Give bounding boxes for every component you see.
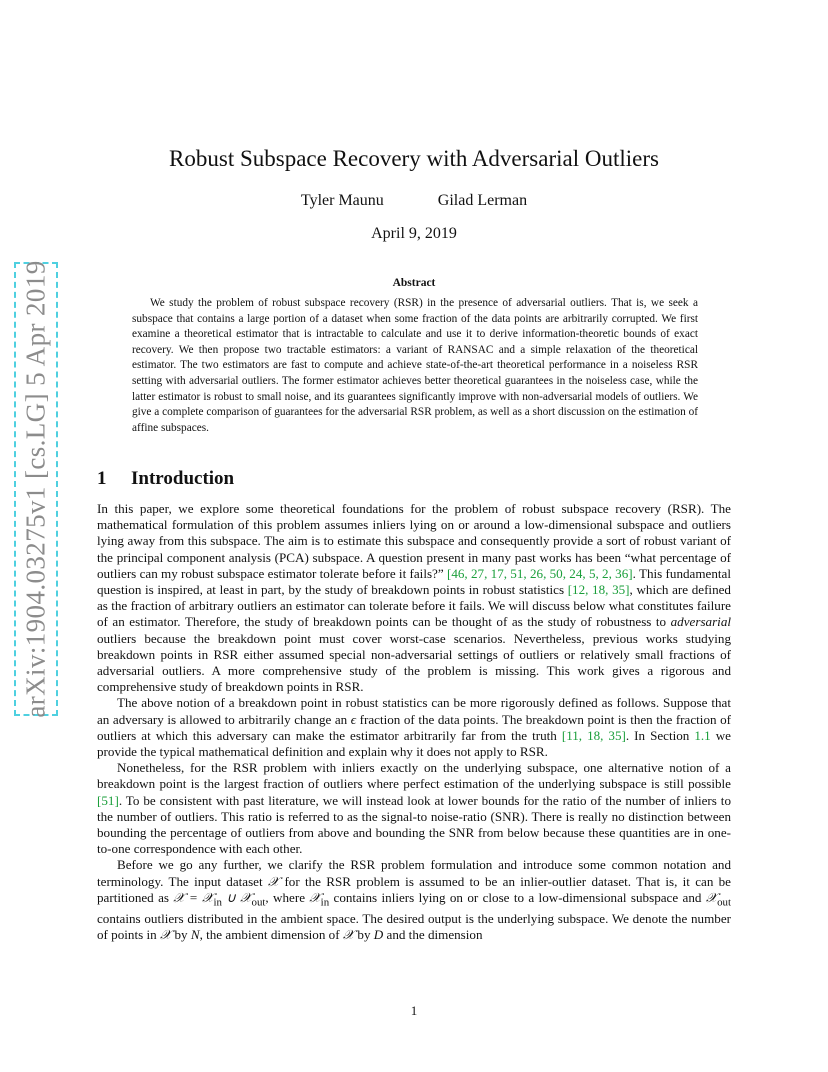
- text-run: The above notion of a breakdown point in robust statistics can be more rigorously defined as follows. Suppose that an adversary is allowed to arbitrarily change an: [97, 695, 731, 727]
- text-run: and the dimension: [383, 926, 483, 942]
- text-run: outliers because the breakdown point must cover worst-case scenarios. Nevertheless, previous works studying breakdown points in RSR either assumed special non-adversarial settings of outliers or relatively small fractions of adversarial outliers. A more comprehensive study of the problem is missing. This work gives a rigorous and comprehensive study of breakdown points in RSR.: [97, 630, 731, 695]
- paper-date: April 9, 2019: [371, 225, 457, 242]
- text-run: , where: [265, 889, 310, 905]
- citation-link[interactable]: [11, 18, 35]: [561, 727, 626, 743]
- paragraph: [97, 695, 731, 760]
- text-run: Nonetheless, for the RSR problem with inliers exactly on the underlying subspace, one alternative notion of a breakdown point is the largest fraction of outliers where perfect estimation of the underlying subspace is still possible: [97, 760, 731, 792]
- text-run: Before we go any further, we clarify the RSR problem formulation and introduce some common notation and terminology. The input dataset: [97, 857, 731, 889]
- text-run: . In Section: [625, 727, 695, 743]
- arxiv-identifier-link[interactable]: [14, 262, 58, 716]
- math-subscript: in: [213, 896, 222, 909]
- text-run: by: [354, 926, 374, 942]
- author-name: Tyler Maunu: [300, 192, 384, 209]
- arxiv-identifier-text: arXiv:1904.03275v1 [cs.LG] 5 Apr 2019: [20, 260, 51, 718]
- text-run: we provide the typical mathematical definition and explain why it does not apply to RSR.: [97, 727, 731, 760]
- text-run: contains inliers lying on or close to a low-dimensional subspace and: [329, 889, 706, 905]
- paragraph: [97, 501, 731, 695]
- math-symbol: D: [373, 926, 384, 942]
- paragraph: [97, 760, 731, 857]
- page-number: 1: [410, 1003, 418, 1018]
- section-number: 1: [97, 468, 107, 489]
- text-run: . To be consistent with past literature, we will instead look at lower bounds for the ratio of the number of inliers to the number of outliers. This ratio is referred to as the signal-to noise-ratio (SNR). There is really no distinction between bounding the percentage of outliers from above and bounding the SNR from below because these quantities are in one-to-one correspondence with each other.: [97, 792, 731, 857]
- math-subscript: out: [717, 896, 732, 909]
- math-symbol: 𝒳: [309, 889, 321, 905]
- author-list: [0, 192, 828, 210]
- text-run: In this paper, we explore some theoretical foundations for the problem of robust subspace recovery (RSR). The mathematical formulation of this problem assumes inliers lying on or around a low-dimensional subspace and outliers lying away from this subspace. The aim is to estimate this subspace and consequently provide a sort of robust variant of the principal component analysis (PCA) subspace. A question present in many past works has been “what percentage of outliers can my robust subspace estimator tolerate before it fails?”: [97, 501, 731, 581]
- citation-link[interactable]: [12, 18, 35]: [567, 582, 630, 598]
- math-symbol: 𝒳: [342, 926, 355, 942]
- author-name: Gilad Lerman: [437, 192, 528, 209]
- text-run: , the ambient dimension of: [199, 926, 343, 942]
- text-run: contains outliers distributed in the ambient space. The desired output is the underlying subspace. We denote the number of points in: [97, 910, 731, 942]
- citation-link[interactable]: [46, 27, 17, 51, 26, 50, 24, 5, 2, 36]: [446, 565, 633, 581]
- math-symbol: 𝒳: [159, 926, 172, 942]
- paragraph: [97, 857, 731, 943]
- citation-link[interactable]: [51]: [97, 792, 119, 808]
- text-run: fraction of the data points. The breakdown point is then the fraction of outliers at which this adversary can make the estimator arbitrarily far from the truth: [97, 711, 731, 743]
- math-subscript: out: [251, 896, 266, 909]
- math-symbol: N: [190, 926, 200, 942]
- math-symbol: 𝒳: [267, 873, 280, 889]
- text-run: for the RSR problem is assumed to be an inlier-outlier dataset. That is, it can be partitioned as: [97, 873, 731, 905]
- text-run: . This fundamental question is inspired, at least in part, by the study of breakdown points in robust statistics: [97, 565, 731, 598]
- section-title: Introduction: [131, 468, 235, 489]
- paper-title: Robust Subspace Recovery with Adversarial Outliers: [169, 146, 659, 171]
- math-symbol: 𝒳: [705, 889, 718, 905]
- math-symbol: ϵ: [350, 711, 357, 727]
- abstract-text: We study the problem of robust subspace recovery (RSR) in the presence of adversarial outliers. That is, we seek a subspace that contains a large portion of a dataset when some fraction of the data points are arbitrarily corrupted. We first examine a theoretical estimator that is intractable to calculate and use it to derive information-theoretic bounds of exact recovery. We then propose two tractable estimators: a variant of RANSAC and a simple relaxation of the theoretical estimator. The two estimators are fast to compute and achieve state-of-the-art theoretical performance in a noiseless RSR setting with adversarial outliers. The former estimator achieves better theoretical guarantees in the noiseless case, while the latter estimator is robust to small noise, and its guarantees significantly improve with non-adversarial models of outliers. We give a complete comparison of guarantees for the adversarial RSR problem, as well as a short discussion on the estimation of affine subspaces.: [132, 297, 698, 434]
- emphasis-text: adversarial: [670, 614, 731, 630]
- body-text: [97, 501, 731, 943]
- math-subscript: in: [320, 896, 330, 909]
- section-reference-link[interactable]: 1.1: [694, 727, 711, 743]
- section-heading: [97, 468, 234, 490]
- text-run: , which are defined as the fraction of arbitrary outliers an estimator can tolerate before it fails. We will discuss below what constitutes failure of an estimator. Therefore, the study of breakdown points can be thought of as the study of robustness to: [97, 582, 731, 630]
- abstract-heading: Abstract: [392, 277, 436, 289]
- text-run: by: [171, 926, 191, 942]
- math-symbol: 𝒳 = 𝒳: [173, 889, 214, 905]
- math-symbol: ∪ 𝒳: [221, 889, 252, 905]
